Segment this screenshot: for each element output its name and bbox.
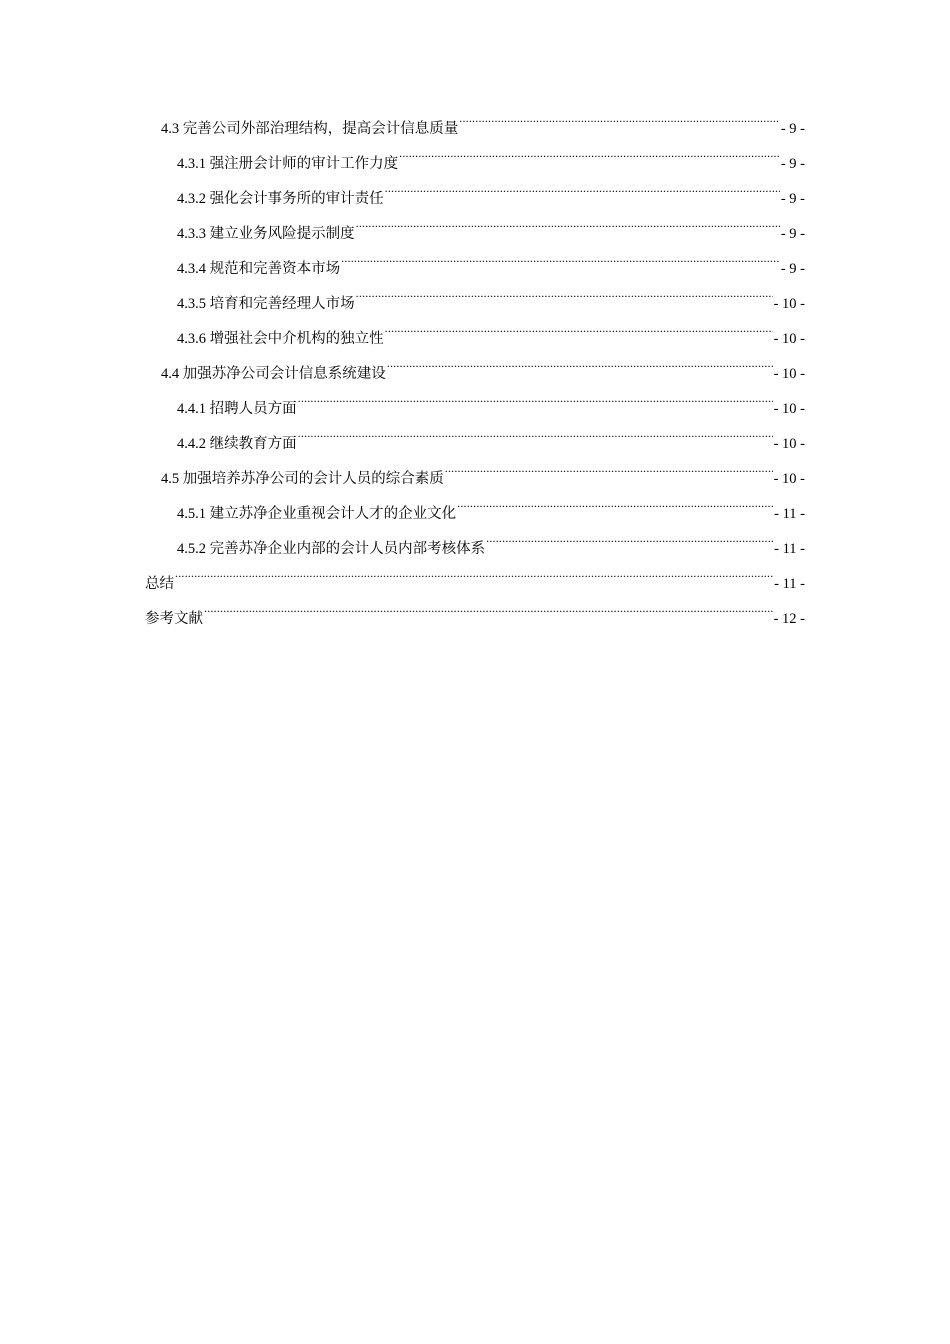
toc-leader-dots bbox=[298, 399, 773, 413]
toc-leader-dots bbox=[204, 609, 773, 623]
toc-entry-title: 4.3.4 规范和完善资本市场 bbox=[177, 261, 341, 277]
toc-entry-title: 4.3.6 增强社会中介机构的独立性 bbox=[177, 331, 384, 347]
table-of-contents bbox=[0, 112, 950, 637]
toc-entry-title: 4.5 加强培养苏净公司的会计人员的综合素质 bbox=[161, 471, 444, 487]
toc-entry-title: 4.4 加强苏净公司会计信息系统建设 bbox=[161, 366, 386, 382]
toc-entry[interactable] bbox=[0, 182, 950, 217]
toc-entry[interactable] bbox=[0, 462, 950, 497]
toc-entry-title: 4.3.1 强注册会计师的审计工作力度 bbox=[177, 156, 399, 172]
toc-leader-dots bbox=[486, 539, 773, 553]
toc-entry-title: 4.4.2 继续教育方面 bbox=[177, 436, 297, 452]
toc-entry[interactable] bbox=[0, 252, 950, 287]
toc-entry-page: - 11 - bbox=[774, 541, 805, 557]
toc-entry[interactable] bbox=[0, 427, 950, 462]
toc-entry-page: - 9 - bbox=[780, 226, 805, 242]
toc-entry-title: 4.5.1 建立苏净企业重视会计人才的企业文化 bbox=[177, 506, 457, 522]
toc-leader-dots bbox=[175, 574, 773, 588]
toc-entry-title: 4.3.3 建立业务风险提示制度 bbox=[177, 226, 355, 242]
toc-entry[interactable] bbox=[0, 532, 950, 567]
toc-entry-page: - 9 - bbox=[780, 261, 805, 277]
toc-entry[interactable] bbox=[0, 147, 950, 182]
toc-entry-title: 4.3.5 培育和完善经理人市场 bbox=[177, 296, 355, 312]
toc-entry-title: 参考文献 bbox=[145, 611, 203, 627]
toc-leader-dots bbox=[385, 329, 773, 343]
toc-entry-page: - 12 - bbox=[773, 611, 805, 627]
toc-entry-page: - 10 - bbox=[773, 296, 805, 312]
toc-leader-dots bbox=[356, 224, 780, 238]
toc-entry[interactable] bbox=[0, 602, 950, 637]
toc-entry-page: - 9 - bbox=[780, 121, 805, 137]
toc-entry-title: 4.3 完善公司外部治理结构，提高会计信息质量 bbox=[161, 121, 459, 137]
toc-leader-dots bbox=[387, 364, 773, 378]
toc-entry-page: - 10 - bbox=[773, 331, 805, 347]
toc-entry[interactable] bbox=[0, 322, 950, 357]
toc-leader-dots bbox=[445, 469, 773, 483]
toc-entry[interactable] bbox=[0, 357, 950, 392]
toc-entry-title: 总结 bbox=[145, 576, 174, 592]
toc-entry[interactable] bbox=[0, 112, 950, 147]
toc-entry-page: - 9 - bbox=[780, 191, 805, 207]
toc-entry[interactable] bbox=[0, 392, 950, 427]
toc-entry-page: - 11 - bbox=[774, 576, 805, 592]
toc-entry-page: - 10 - bbox=[773, 471, 805, 487]
toc-entry-page: - 9 - bbox=[780, 156, 805, 172]
toc-leader-dots bbox=[399, 154, 780, 168]
toc-entry-page: - 10 - bbox=[773, 401, 805, 417]
toc-leader-dots bbox=[459, 119, 780, 133]
toc-leader-dots bbox=[356, 294, 773, 308]
toc-entry-title: 4.5.2 完善苏净企业内部的会计人员内部考核体系 bbox=[177, 541, 486, 557]
toc-entry[interactable] bbox=[0, 567, 950, 602]
toc-leader-dots bbox=[298, 434, 773, 448]
toc-entry-title: 4.3.2 强化会计事务所的审计责任 bbox=[177, 191, 384, 207]
toc-entry-page: - 10 - bbox=[773, 366, 805, 382]
toc-entry[interactable] bbox=[0, 217, 950, 252]
toc-entry[interactable] bbox=[0, 497, 950, 532]
toc-leader-dots bbox=[385, 189, 780, 203]
toc-entry-title: 4.4.1 招聘人员方面 bbox=[177, 401, 297, 417]
toc-leader-dots bbox=[341, 259, 780, 273]
toc-entry[interactable] bbox=[0, 287, 950, 322]
toc-leader-dots bbox=[457, 504, 773, 518]
toc-entry-page: - 10 - bbox=[773, 436, 805, 452]
toc-entry-page: - 11 - bbox=[774, 506, 805, 522]
